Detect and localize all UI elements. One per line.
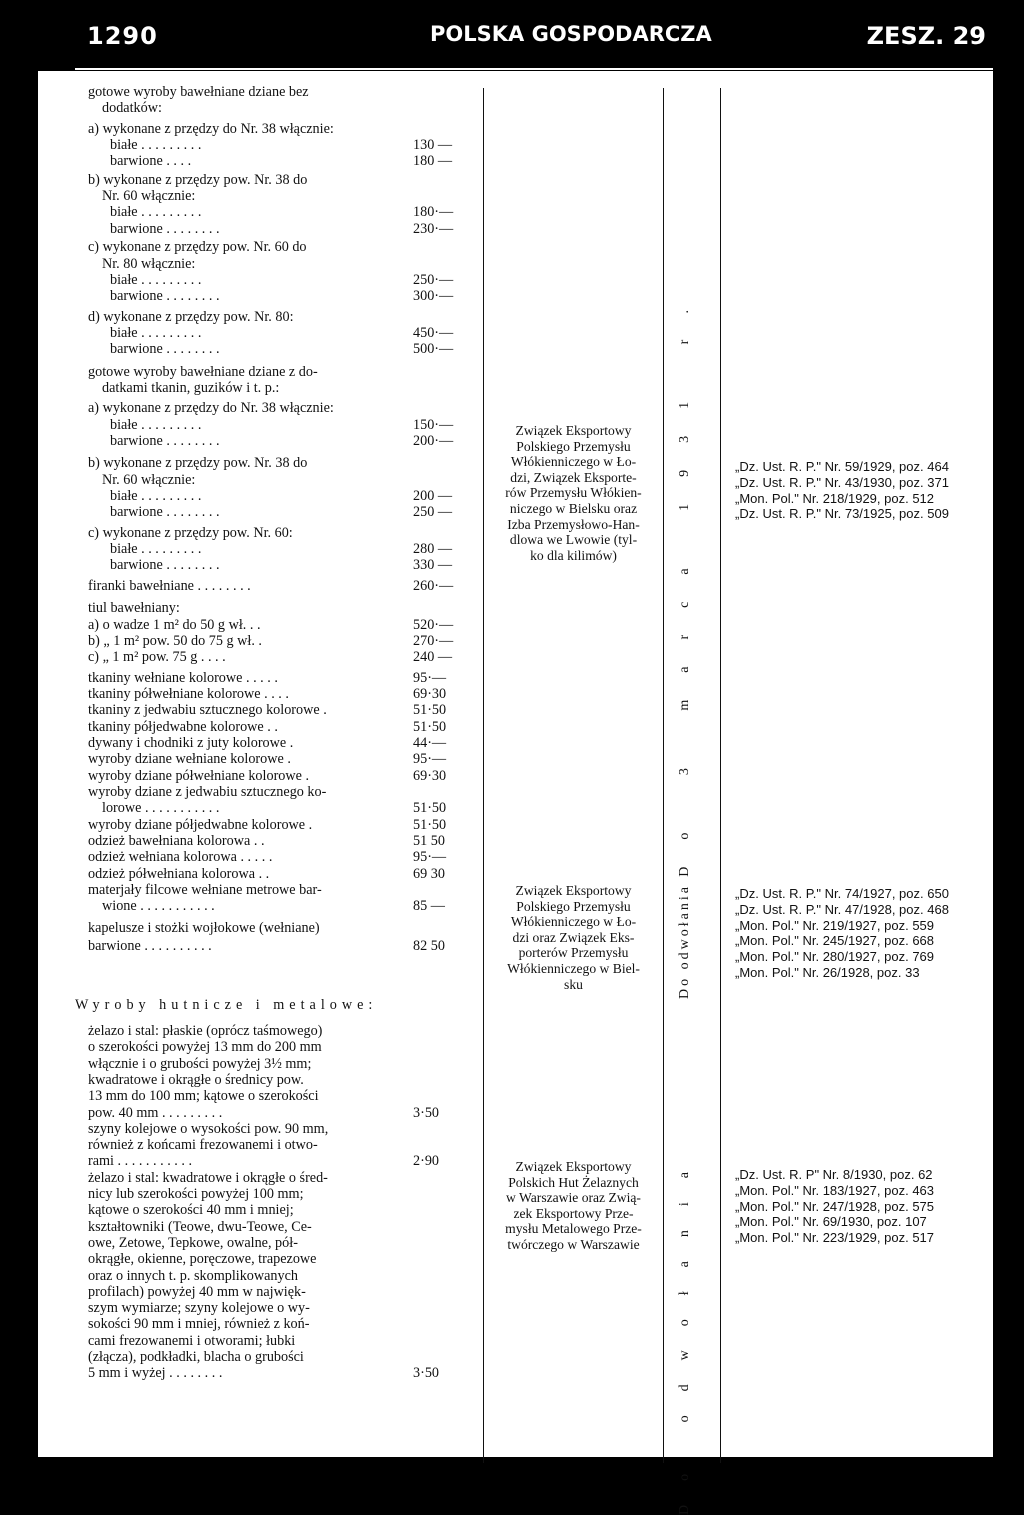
goods-description: a) wykonane z przędzy do Nr. 38 włącznie:	[88, 400, 334, 417]
goods-description: 5 mm i wyżej . . . . . . . .	[88, 1365, 223, 1382]
goods-description: białe . . . . . . . . .	[110, 137, 202, 154]
export-premium-value: 260·—	[413, 577, 454, 594]
exporter-line: Polskiego Przemysłu	[516, 898, 631, 914]
goods-description: również z końcami frezowanemi i otwo-	[88, 1137, 318, 1154]
header-rule	[75, 68, 993, 70]
exporter-line: Włókienniczego w Biel-	[507, 961, 640, 976]
goods-description: odzież wełniana kolorowa . . . . .	[88, 849, 273, 866]
column-divider	[720, 88, 721, 1463]
exporter-line: dzi, Związek Eksporte-	[510, 469, 637, 485]
exporter-line: porterów Przemysłu	[518, 945, 629, 961]
validity-term: Do odwołania	[677, 884, 692, 999]
goods-description: białe . . . . . . . . .	[110, 488, 202, 505]
legal-reference: „Dz. Ust. R. P." Nr. 43/1930, poz. 371	[735, 474, 949, 490]
goods-description: sokości 90 mm i mniej, również z koń-	[88, 1316, 310, 1333]
goods-description: białe . . . . . . . . .	[110, 416, 202, 433]
export-premium-value: 95·—	[413, 751, 447, 768]
export-premium-value: 280 —	[413, 541, 453, 558]
column-divider	[483, 88, 484, 1463]
legal-reference: „Mon. Pol." Nr. 219/1927, poz. 559	[735, 917, 935, 933]
goods-description: kształtowniki (Teowe, dwu-Teowe, Ce-	[88, 1218, 312, 1235]
journal-title: POLSKA GOSPODARCZA	[430, 22, 712, 46]
goods-description: wyroby dziane półjedwabne kolorowe .	[88, 816, 313, 833]
goods-description: nicy lub szerokości powyżej 100 mm;	[88, 1186, 304, 1202]
exporter-line: twórczego w Warszawie	[507, 1237, 640, 1252]
goods-description: białe . . . . . . . . .	[110, 541, 202, 558]
export-premium-value: 230·—	[413, 220, 454, 237]
legal-reference: „Mon. Pol." Nr. 218/1929, poz. 512	[735, 490, 935, 506]
goods-description: a) wykonane z przędzy do Nr. 38 włącznie:	[88, 120, 334, 137]
export-premium-value: 200 —	[413, 488, 453, 505]
goods-description: włącznie i o grubości powyżej 3½ mm;	[88, 1055, 312, 1072]
goods-description: wione . . . . . . . . . . .	[102, 898, 215, 915]
goods-description: tiul bawełniany:	[88, 600, 180, 617]
legal-reference: „Mon. Pol." Nr. 245/1927, poz. 668	[735, 933, 935, 949]
goods-description: tkaniny z jedwabiu sztucznego kolorowe .	[88, 702, 327, 719]
goods-description: barwione . . . . . . . .	[110, 433, 220, 449]
export-premium-value: 150·—	[413, 416, 454, 433]
goods-description: c) „ 1 m² pow. 75 g . . . .	[88, 649, 226, 666]
export-premium-value: 95·—	[413, 669, 447, 686]
goods-description: barwione . . . . . . . .	[110, 557, 220, 574]
goods-description: szyny kolejowe o wysokości pow. 90 mm,	[88, 1120, 329, 1137]
goods-description: gotowe wyroby bawełniane dziane bez	[88, 84, 309, 100]
page-header	[0, 0, 1024, 70]
export-premium-value: 51·50	[413, 800, 447, 817]
export-premium-value: 520·—	[413, 616, 454, 633]
goods-description: żelazo i stal: kwadratowe i okrągłe o śred-	[88, 1169, 328, 1186]
exporter-line: Związek Eksportowy	[515, 423, 632, 438]
goods-description: kwadratowe i okrągłe o średnicy pow.	[88, 1071, 304, 1088]
legal-reference: „Dz. Ust. R. P." Nr. 59/1929, poz. 464	[735, 459, 949, 474]
export-premium-value: 130 —	[413, 137, 453, 154]
export-premium-value: 270·—	[413, 632, 454, 649]
legal-reference: „Mon. Pol." Nr. 280/1927, poz. 769	[735, 949, 935, 965]
goods-description: białe . . . . . . . . .	[110, 204, 202, 221]
export-premium-value: 2·90	[413, 1153, 440, 1170]
goods-description: barwione . . . . . . . . . .	[88, 937, 212, 954]
export-premium-value: 450·—	[413, 324, 454, 341]
goods-description: gotowe wyroby bawełniane dziane z do-	[88, 363, 318, 380]
export-premium-value: 82 50	[413, 937, 445, 954]
exporter-line: dlowa we Lwowie (tyl-	[509, 532, 638, 548]
export-premium-value: 51 50	[413, 833, 445, 850]
column-divider	[663, 88, 664, 1463]
goods-description: c) wykonane z przędzy pow. Nr. 60 do	[88, 239, 307, 256]
exporter-line: dzi oraz Związek Eks-	[512, 929, 635, 945]
goods-description: profilach) powyżej 40 mm w najwięk-	[88, 1283, 306, 1300]
goods-description: (złącza), podkładki, blacha o grubości	[88, 1349, 304, 1365]
export-premium-value: 85 —	[413, 898, 445, 915]
validity-term: Do odwołania	[677, 1148, 692, 1515]
goods-description: dodatków:	[102, 100, 162, 117]
export-premium-value: 95·—	[413, 849, 447, 866]
exporter-line: Izba Przemysłowo-Han-	[507, 516, 640, 532]
goods-description: dywany i chodniki z juty kolorowe .	[88, 734, 294, 751]
exporter-line: zek Eksportowy Prze-	[513, 1205, 634, 1221]
goods-description: barwione . . . . . . . .	[110, 341, 220, 358]
export-premium-value: 3·50	[413, 1104, 440, 1121]
validity-term: Do 3 marca 1931 r.	[677, 283, 692, 877]
legal-reference: „Mon. Pol." Nr. 26/1928, poz. 33	[735, 965, 920, 980]
export-premium-value: 51·50	[413, 718, 447, 735]
goods-description: barwione . . . . . . . .	[110, 288, 220, 305]
legal-reference: „Mon. Pol." Nr. 69/1930, poz. 107	[735, 1214, 927, 1230]
exporter-line: niczego w Bielsku oraz	[509, 501, 638, 516]
export-premium-value: 69 30	[413, 865, 445, 882]
goods-description: Nr. 60 włącznie:	[102, 188, 196, 205]
goods-description: żelazo i stal: płaskie (oprócz taśmowego)	[88, 1023, 323, 1039]
export-premium-value: 180·—	[413, 204, 454, 221]
export-premium-value: 51·50	[413, 702, 447, 719]
issue-number: ZESZ. 29	[866, 22, 986, 50]
goods-description: lorowe . . . . . . . . . . .	[102, 800, 220, 817]
section-heading: Wyroby hutnicze i metalowe:	[75, 997, 378, 1013]
legal-reference: „Mon. Pol." Nr. 223/1929, poz. 517	[735, 1230, 935, 1246]
page-number: 1290	[87, 22, 158, 50]
goods-description: materjały filcowe wełniane metrowe bar-	[88, 882, 322, 899]
legal-reference: „Mon. Pol." Nr. 183/1927, poz. 463	[735, 1182, 935, 1198]
goods-description: odzież półwełniana kolorowa . .	[88, 865, 270, 882]
exporter-line: Polskich Hut Żelaznych	[508, 1174, 639, 1190]
export-premium-value: 240 —	[413, 649, 453, 666]
goods-description: b) „ 1 m² pow. 50 do 75 g wł. .	[88, 632, 262, 649]
export-premium-value: 44·—	[413, 734, 447, 751]
goods-description: szym wymiarze; szyny kolejowe o wy-	[88, 1300, 310, 1317]
goods-description: a) o wadze 1 m² do 50 g wł. . .	[88, 616, 261, 633]
export-premium-value: 69·30	[413, 685, 447, 702]
export-premium-value: 69·30	[413, 767, 447, 784]
goods-description: b) wykonane z przędzy pow. Nr. 38 do	[88, 455, 308, 472]
goods-description: d) wykonane z przędzy pow. Nr. 80:	[88, 308, 294, 325]
goods-description: barwione . . . .	[110, 153, 192, 170]
goods-description: datkami tkanin, guzików i t. p.:	[102, 379, 280, 396]
legal-reference: „Dz. Ust. R. P." Nr. 47/1928, poz. 468	[735, 901, 949, 917]
goods-description: tkaniny wełniane kolorowe . . . . .	[88, 669, 278, 686]
export-premium-value: 300·—	[413, 288, 454, 305]
goods-description: białe . . . . . . . . .	[110, 324, 202, 341]
legal-reference: „Dz. Ust. R. P" Nr. 8/1930, poz. 62	[735, 1167, 933, 1182]
goods-description: owe, Zetowe, Tepkowe, owalne, pół-	[88, 1234, 298, 1251]
goods-description: Nr. 60 włącznie:	[102, 471, 196, 488]
goods-description: firanki bawełniane . . . . . . . .	[88, 577, 251, 594]
goods-description: cami frezowanemi i otworami; łubki	[88, 1332, 296, 1349]
exporter-line: mysłu Metalowego Prze-	[505, 1221, 642, 1237]
export-premium-value: 51·50	[413, 816, 447, 833]
goods-description: kapelusze i stożki wojłokowe (wełniane)	[88, 920, 320, 936]
goods-description: pow. 40 mm . . . . . . . . .	[88, 1104, 223, 1121]
goods-description: białe . . . . . . . . .	[110, 271, 202, 288]
goods-description: odzież bawełniana kolorowa . .	[88, 833, 265, 850]
goods-description: Nr. 80 włącznie:	[102, 255, 196, 272]
goods-description: rami . . . . . . . . . . .	[88, 1153, 193, 1170]
legal-reference: „Dz. Ust. R. P." Nr. 73/1925, poz. 509	[735, 506, 949, 522]
goods-description: wyroby dziane wełniane kolorowe .	[88, 751, 291, 768]
export-premium-value: 200·—	[413, 433, 454, 449]
exporter-line: sku	[564, 976, 583, 992]
goods-description: tkaniny półwełniane kolorowe . . . .	[88, 685, 289, 702]
exporter-line: Związek Eksportowy	[515, 1159, 632, 1174]
exporter-line: w Warszawie oraz Zwią-	[506, 1190, 641, 1206]
export-premium-value: 180 —	[413, 153, 453, 170]
goods-description: wyroby dziane z jedwabiu sztucznego ko-	[88, 784, 327, 800]
exporter-line: ko dla kilimów)	[530, 547, 617, 563]
goods-description: o szerokości powyżej 13 mm do 200 mm	[88, 1039, 322, 1056]
goods-description: okrągłe, okienne, poręczowe, trapezowe	[88, 1251, 317, 1268]
tariff-table	[38, 71, 993, 1515]
goods-description: wyroby dziane półwełniane kolorowe .	[88, 767, 310, 784]
exporter-line: Związek Eksportowy	[515, 883, 632, 898]
exporter-line: rów Przemysłu Włókien-	[505, 485, 642, 501]
exporter-line: Polskiego Przemysłu	[516, 438, 631, 454]
legal-reference: „Dz. Ust. R. P." Nr. 74/1927, poz. 650	[735, 886, 949, 901]
exporter-line: Włókienniczego w Ło-	[510, 454, 637, 470]
exporter-line: Włókienniczego w Ło-	[510, 914, 637, 930]
goods-description: tkaniny półjedwabne kolorowe . .	[88, 718, 278, 735]
export-premium-value: 250 —	[413, 504, 453, 521]
goods-description: barwione . . . . . . . .	[110, 220, 220, 237]
goods-description: b) wykonane z przędzy pow. Nr. 38 do	[88, 171, 308, 188]
export-premium-value: 500·—	[413, 341, 454, 358]
goods-description: c) wykonane z przędzy pow. Nr. 60:	[88, 524, 293, 541]
export-premium-value: 3·50	[413, 1365, 440, 1382]
goods-description: kątowe o szerokości 40 mm i mniej;	[88, 1202, 294, 1219]
export-premium-value: 250·—	[413, 271, 454, 288]
goods-description: oraz o innych t. p. skomplikowanych	[88, 1267, 299, 1284]
legal-reference: „Mon. Pol." Nr. 247/1928, poz. 575	[735, 1198, 935, 1214]
export-premium-value: 330 —	[413, 557, 453, 574]
goods-description: 13 mm do 100 mm; kątowe o szerokości	[88, 1088, 319, 1105]
goods-description: barwione . . . . . . . .	[110, 504, 220, 521]
